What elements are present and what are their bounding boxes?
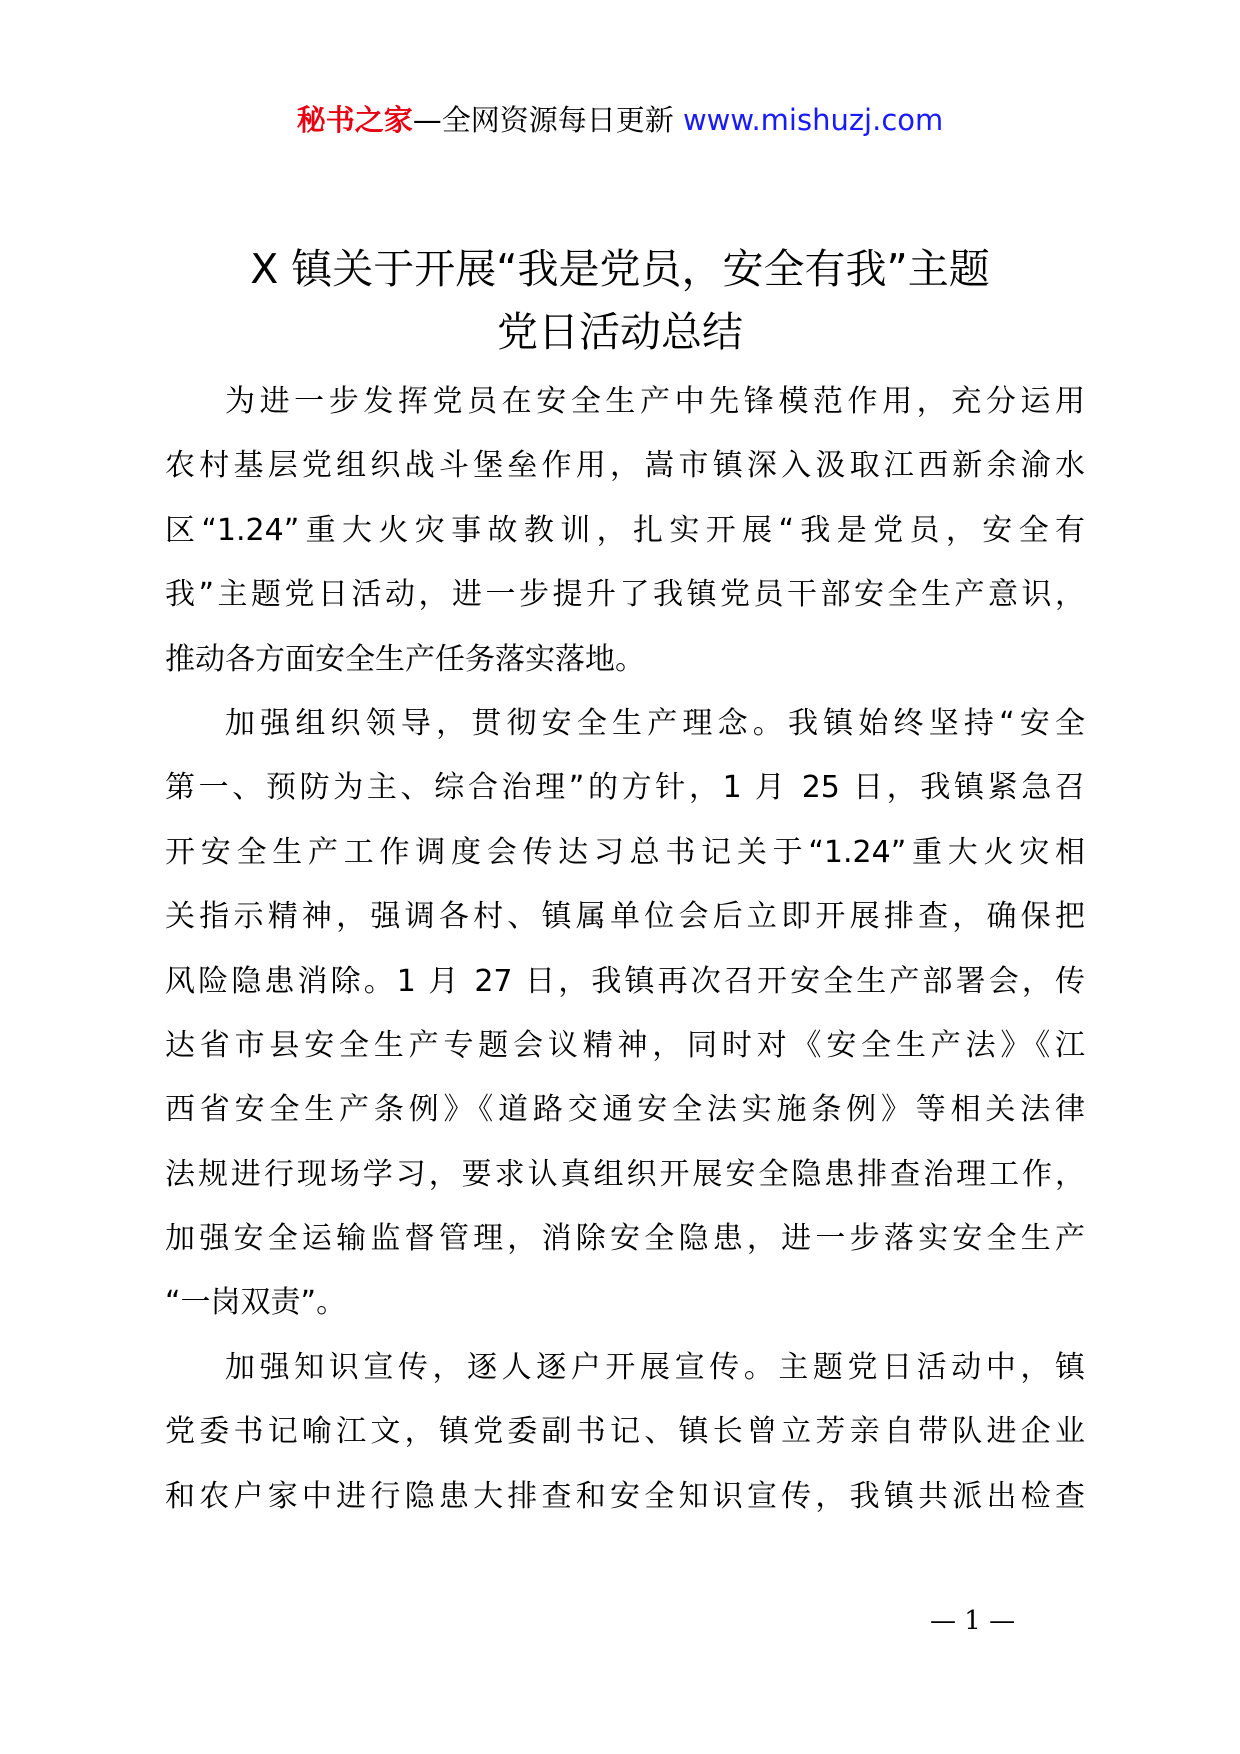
body-line: “一岗双责”。 <box>165 1285 347 1321</box>
page-number: — 1 — <box>930 1606 1016 1636</box>
body-line: 我”主题党日活动，进一步提升了我镇党员干部安全生产意识， <box>165 577 1085 613</box>
document-body <box>165 370 1085 1529</box>
body-line: 法规进行现场学习，要求认真组织开展安全隐患排查治理工作， <box>165 1156 1085 1192</box>
title-line-2: 党日活动总结 <box>497 308 743 356</box>
banner-slogan: —全网资源每日更新 <box>412 103 674 137</box>
body-line: 区“1.24”重大火灾事故教训，扎实开展“我是党员，安全有 <box>165 512 1085 548</box>
body-line: 党委书记喻江文，镇党委副书记、镇长曾立芳亲自带队进企业 <box>165 1414 1085 1450</box>
brand-name: 秘书之家 <box>296 103 413 137</box>
body-line: 加强组织领导，贯彻安全生产理念。我镇始终坚持“安全 <box>225 705 1085 741</box>
body-line: 和农户家中进行隐患大排查和安全知识宣传，我镇共派出检查 <box>165 1478 1085 1514</box>
body-line: 西省安全生产条例》《道路交通安全法实施条例》等相关法律 <box>165 1092 1085 1128</box>
body-line: 加强安全运输监督管理，消除安全隐患，进一步落实安全生产 <box>165 1221 1085 1257</box>
body-line: 为进一步发挥党员在安全生产中先锋模范作用，充分运用 <box>225 384 1085 419</box>
site-banner <box>0 100 1240 140</box>
body-line: 风险隐患消除。1 月 27 日，我镇再次召开安全生产部署会，传 <box>165 963 1085 999</box>
body-line: 达省市县安全生产专题会议精神，同时对《安全生产法》《江 <box>165 1027 1085 1063</box>
body-line: 开安全生产工作调度会传达习总书记关于“1.24”重大火灾相 <box>165 834 1085 870</box>
title-line-1: X 镇关于开展“我是党员，安全有我”主题 <box>250 245 990 293</box>
body-line: 农村基层党组织战斗堡垒作用，嵩市镇深入汲取江西新余渝水 <box>165 448 1085 484</box>
body-line: 加强知识宣传，逐人逐户开展宣传。主题党日活动中，镇 <box>225 1349 1085 1385</box>
body-line: 关指示精神，强调各村、镇属单位会后立即开展排查，确保把 <box>165 899 1085 935</box>
document-title <box>0 238 1240 364</box>
body-line: 第一、预防为主、综合治理”的方针，1 月 25 日，我镇紧急召 <box>165 770 1085 806</box>
site-url-link[interactable]: www.mishuzj.com <box>682 103 944 137</box>
body-line: 推动各方面安全生产任务落实落地。 <box>165 641 645 677</box>
